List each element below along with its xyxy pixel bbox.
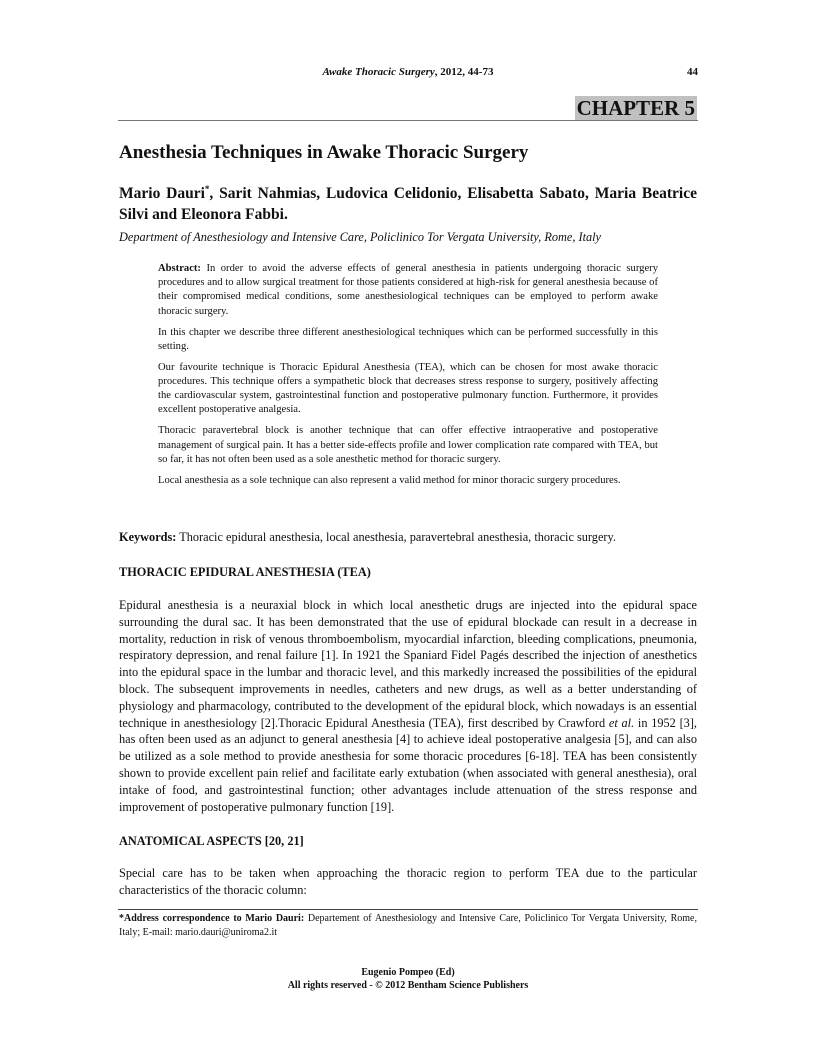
abstract-label: Abstract: [158, 263, 201, 274]
corresponding-mark: * [204, 184, 210, 194]
section-body [119, 865, 697, 899]
other-authors: , Sarit Nahmias, Ludovica Celidonio, Elisabetta Sabato, Maria Beatrice Silvi and Eleonora Fabbi. [119, 185, 697, 224]
footnote-text: Departement of Anesthesiology and Intensive Care, Policlinico Tor Vergata University, Rome, Italy; E-mail: mario.dauri@uniroma2.it [119, 913, 697, 938]
abstract-paragraph: Our favourite technique is Thoracic Epidural Anesthesia (TEA), which can be chosen for most awake thoracic procedures. This technique offers a sympathetic block that decreases stress response to surgery, positively affecting the cardiovascular system, gastrointestinal function and postoperative pulmonary function. Furthermore, it provides excellent postoperative analgesia. [158, 361, 658, 416]
footnote-divider [118, 909, 698, 910]
page-number: 44 [687, 66, 698, 78]
author-list [119, 179, 697, 225]
section-body [119, 597, 697, 815]
keywords-label: Keywords: [119, 530, 177, 544]
abstract-paragraph: Abstract: In order to avoid the adverse effects of general anesthesia in patients undergoing thoracic surgery procedures and to allow surgical treatment for those patients considered at high-risk for general anesthesia because of their compromised medical conditions, some anesthesiological techniques can be employed to perform awake thoracic surgery. [158, 263, 658, 317]
section-heading: ANATOMICAL ASPECTS [20, 21] [119, 834, 304, 848]
abstract [158, 262, 658, 495]
keywords-text: Thoracic epidural anesthesia, local anesthesia, paravertebral anesthesia, thoracic surgery. [176, 530, 616, 544]
footnote-label: *Address correspondence to Mario Dauri: [119, 913, 305, 924]
abstract-paragraph: In this chapter we describe three different anesthesiological techniques which can be performed successfully in this setting. [158, 326, 658, 352]
affiliation: Department of Anesthesiology and Intensive Care, Policlinico Tor Vergata University, Rome, Italy [119, 230, 602, 244]
publisher-info [0, 966, 816, 992]
body-paragraph: Epidural anesthesia is a neuraxial block in which local anesthetic drugs are injected into the epidural space surrounding the dural sac. It has been demonstrated that the use of epidural blockade can result in a decrease in mortality, reduction in risk of venous thromboembolism, myocardial infarction, bleeding complications, pneumonia, respiratory depression, and renal failure [1]. In 1921 the Spaniard Fidel Pagés described the injection of anesthetics into the epidural space in the lumbar and thoracic level, and this markedly increased the possibilities of the epidural block. The subsequent improvements in needles, catheters and new drugs, as well as a better understanding of physiology and pharmacology, contributed to the development of the epidural block, which nowadays is an essential technique in anesthesiology [2].Thoracic Epidural Anesthesia (TEA), first described by Crawford et al. in 1952 [3], has often been used as an adjunct to general anesthesia [4] to achieve ideal postoperative analgesia [5], and can also be utilized as a sole method to provide anesthesia for some thoracic procedures [6-18]. TEA has been consistently shown to provide excellent pain relief and facilitate early extubation (when associated with general anesthesia), oral intake of food, and gastrointestinal function; other advantages include attenuation of the stress response and improvement of postoperative pulmonary function [19]. [119, 598, 697, 814]
keywords [119, 530, 697, 545]
abstract-paragraph: Local anesthesia as a sole technique can also represent a valid method for minor thoracic surgery procedures. [158, 474, 621, 486]
chapter-label: CHAPTER 5 [576, 96, 695, 120]
abstract-paragraph: Thoracic paravertebral block is another technique that can offer effective intraoperative and postoperative management of surgical pain. It has a better side-effects profile and lower complication rate compared with TEA, but so far, it has not often been used as a sole anesthetic method for thoracic surgery. [158, 425, 658, 465]
section-heading: THORACIC EPIDURAL ANESTHESIA (TEA) [119, 565, 371, 579]
body-paragraph: Special care has to be taken when approaching the thoracic region to perform TEA due to the particular characteristics of the thoracic column: [119, 866, 697, 897]
editor-line: Eugenio Pompeo (Ed) [361, 967, 455, 978]
footnote [119, 912, 697, 940]
corresponding-author: Mario Dauri [119, 185, 205, 203]
journal-citation: , 2012, 44-73 [434, 66, 494, 78]
article-title: Anesthesia Techniques in Awake Thoracic Surgery [119, 142, 529, 163]
header-divider [118, 120, 698, 121]
copyright-line: All rights reserved - © 2012 Bentham Science Publishers [287, 980, 529, 991]
journal-title: Awake Thoracic Surgery [322, 66, 435, 78]
